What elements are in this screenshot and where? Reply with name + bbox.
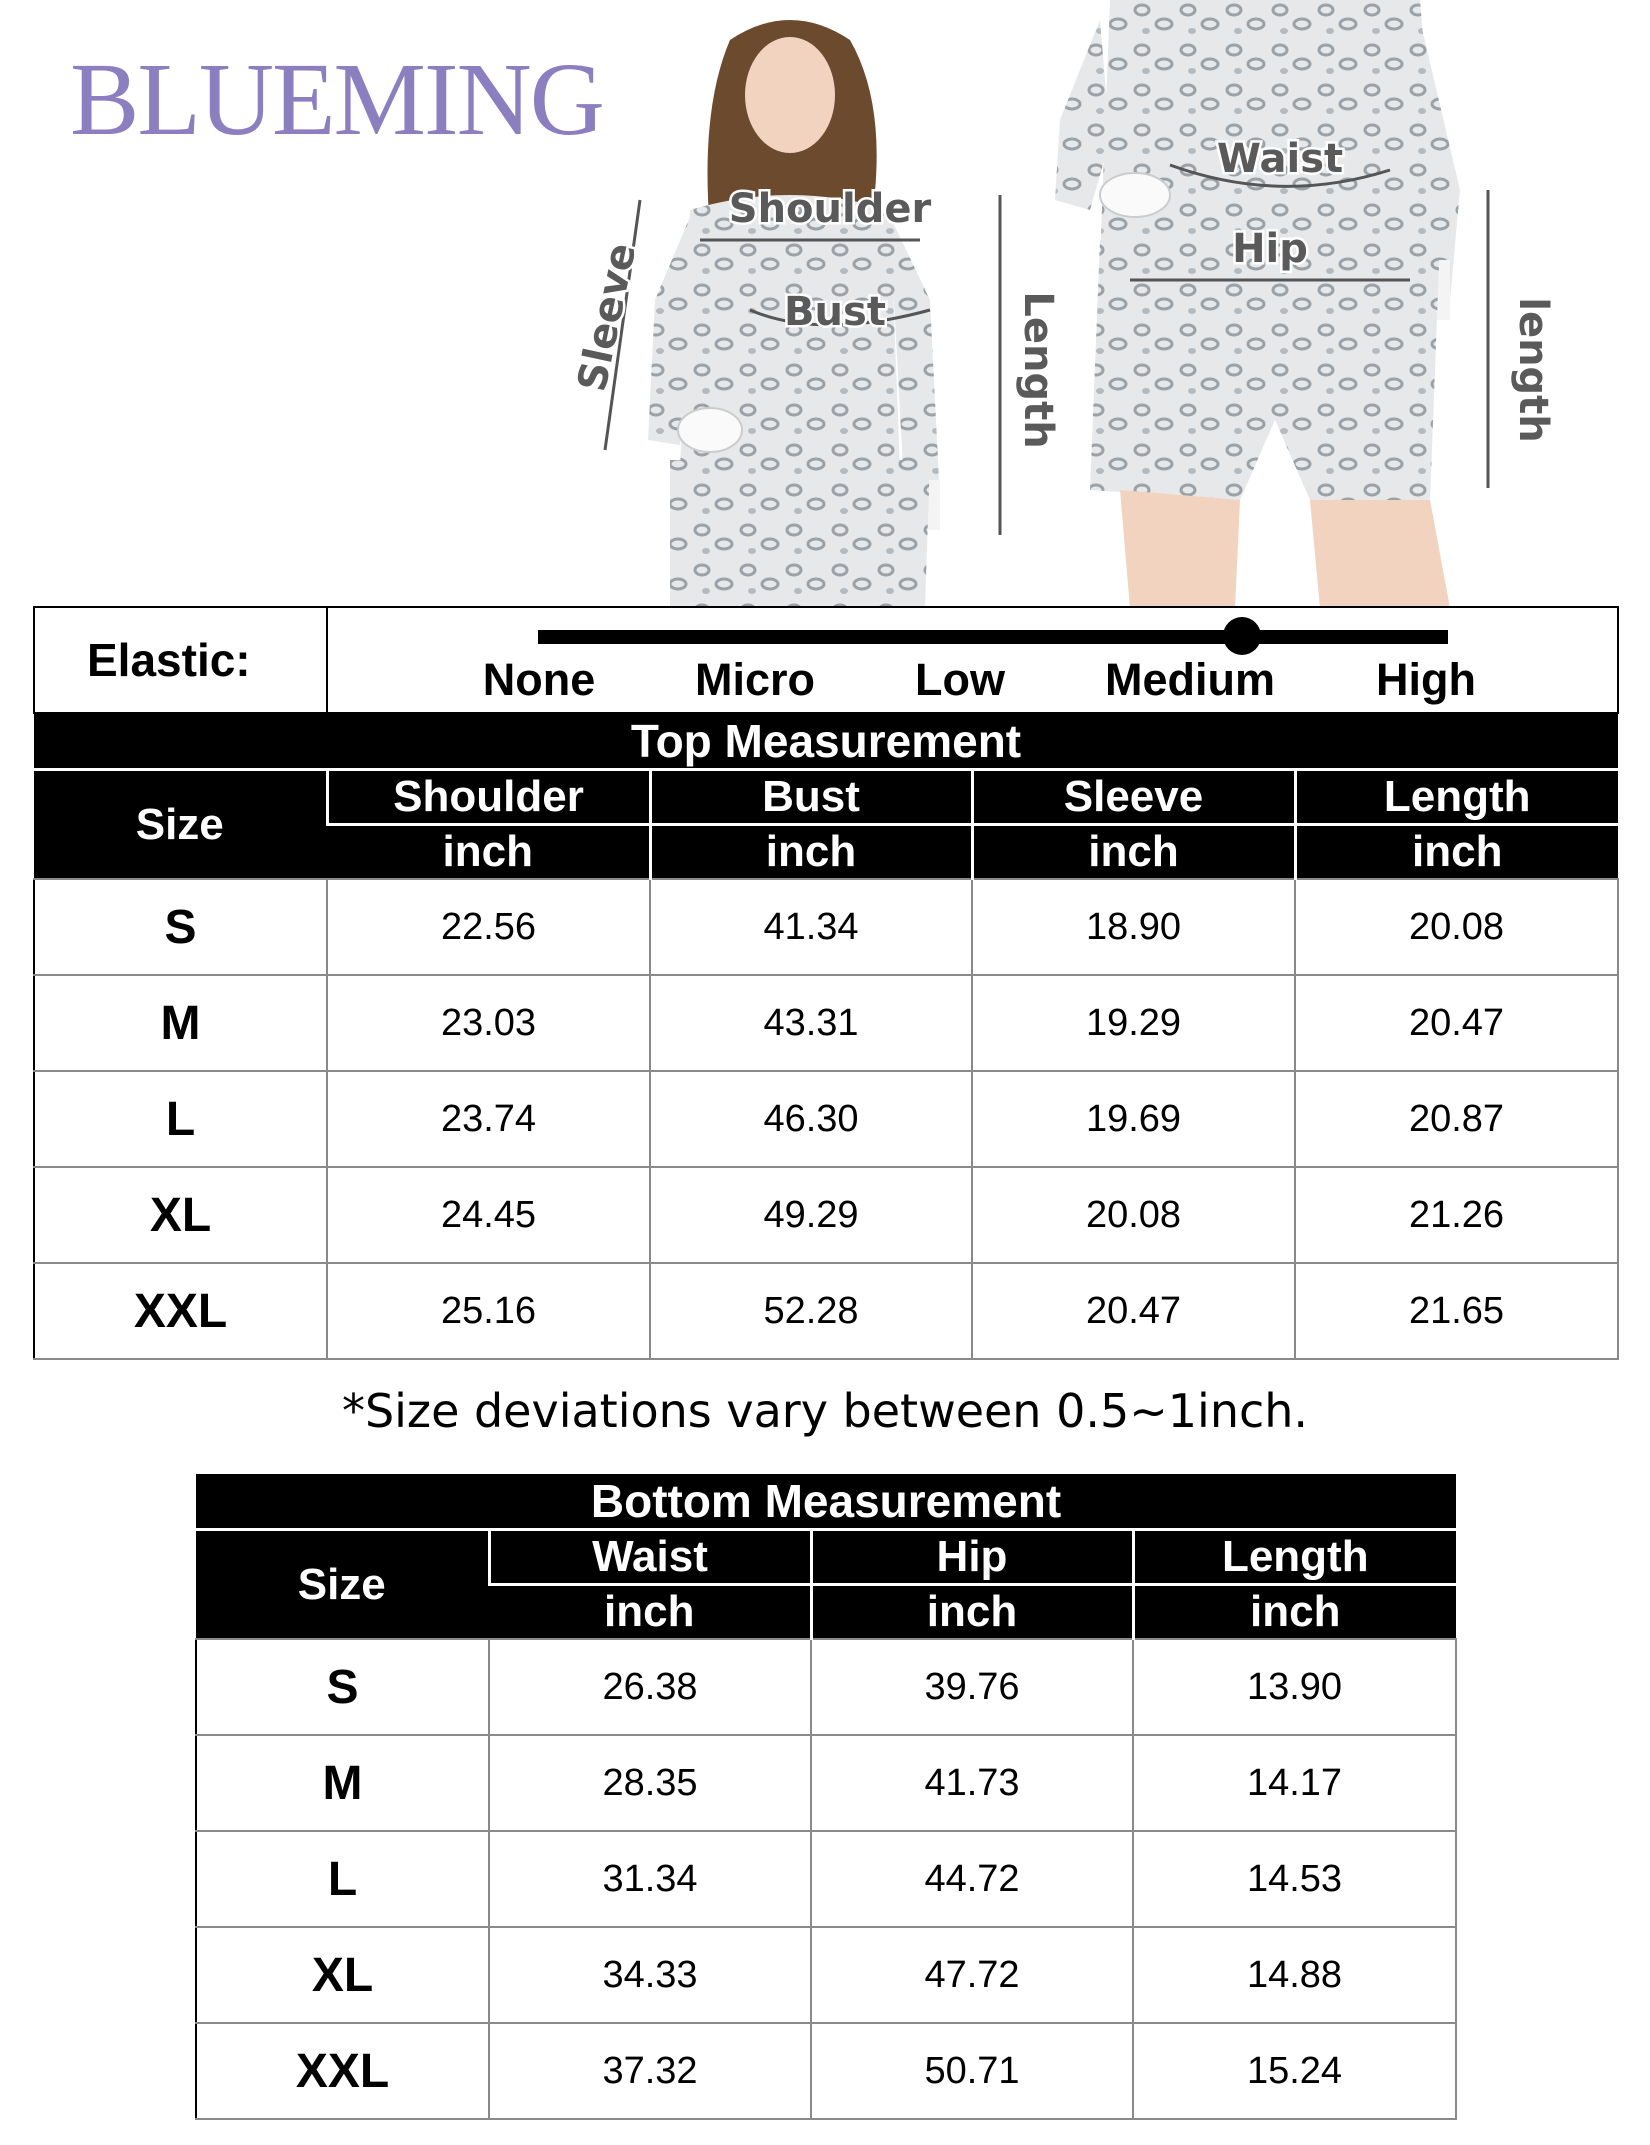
value-cell: 37.32 — [489, 2023, 811, 2119]
value-cell: 41.34 — [650, 879, 972, 975]
bottom-table-title-row — [196, 1474, 1456, 1530]
bottom-length-label-box — [1490, 250, 1556, 490]
sleeve-label: Sleeve — [569, 239, 646, 396]
value-cell: 23.03 — [327, 975, 650, 1071]
table-row — [196, 1831, 1456, 1927]
value-cell: 50.71 — [811, 2023, 1133, 2119]
value-cell: 34.33 — [489, 1927, 811, 2023]
value-cell: 18.90 — [972, 879, 1295, 975]
elastic-level-micro: Micro — [694, 654, 816, 705]
size-cell: L — [196, 1831, 489, 1927]
size-cell: M — [196, 1735, 489, 1831]
size-cell: L — [34, 1071, 327, 1167]
top-table-title-row — [34, 713, 1618, 770]
bottom-unit: inch — [1133, 1585, 1456, 1640]
bottom-unit: inch — [811, 1585, 1133, 1640]
value-cell: 43.31 — [650, 975, 972, 1071]
table-row — [34, 1071, 1618, 1167]
top-length-label: Length — [1015, 291, 1061, 449]
table-row — [34, 1263, 1618, 1359]
bottom-table-title: Bottom Measurement — [196, 1474, 1456, 1530]
value-cell: 21.26 — [1295, 1167, 1618, 1263]
value-cell: 21.65 — [1295, 1263, 1618, 1359]
bottom-col-length: Length — [1133, 1530, 1456, 1585]
value-cell: 14.53 — [1133, 1831, 1456, 1927]
elastic-level-none: None — [482, 654, 596, 705]
top-size-header: Size — [34, 770, 327, 880]
size-cell: XL — [196, 1927, 489, 2023]
top-unit: inch — [1295, 825, 1618, 880]
waist-label: Waist — [1216, 136, 1344, 182]
value-cell: 20.47 — [1295, 975, 1618, 1071]
top-col-shoulder: Shoulder — [327, 770, 650, 825]
bottom-length-label: length — [1510, 297, 1556, 443]
top-col-bust: Bust — [650, 770, 972, 825]
table-row — [34, 975, 1618, 1071]
top-table-title: Top Measurement — [34, 713, 1618, 770]
elastic-slider-knob — [1223, 617, 1261, 655]
size-cell: XL — [34, 1167, 327, 1263]
value-cell: 14.88 — [1133, 1927, 1456, 2023]
value-cell: 44.72 — [811, 1831, 1133, 1927]
value-cell: 39.76 — [811, 1639, 1133, 1735]
value-cell: 20.47 — [972, 1263, 1295, 1359]
top-unit: inch — [650, 825, 972, 880]
size-cell: S — [34, 879, 327, 975]
value-cell: 13.90 — [1133, 1639, 1456, 1735]
bottom-col-hip: Hip — [811, 1530, 1133, 1585]
top-unit: inch — [972, 825, 1295, 880]
value-cell: 14.17 — [1133, 1735, 1456, 1831]
model-photo-top — [569, 0, 1000, 608]
shoulder-label: Shoulder — [728, 186, 932, 232]
value-cell: 31.34 — [489, 1831, 811, 1927]
bottom-col-waist: Waist — [489, 1530, 811, 1585]
value-cell: 23.74 — [327, 1071, 650, 1167]
size-deviation-note: *Size deviations vary between 0.5~1inch. — [341, 1384, 1309, 1438]
bottom-size-header: Size — [196, 1530, 489, 1640]
value-cell: 20.08 — [972, 1167, 1295, 1263]
value-cell: 25.16 — [327, 1263, 650, 1359]
top-col-length: Length — [1295, 770, 1618, 825]
table-row — [196, 1927, 1456, 2023]
value-cell: 20.08 — [1295, 879, 1618, 975]
value-cell: 46.30 — [650, 1071, 972, 1167]
elastic-row — [34, 607, 1618, 713]
table-row — [196, 2023, 1456, 2119]
elastic-scale — [327, 607, 1618, 713]
value-cell: 49.29 — [650, 1167, 972, 1263]
size-cell: S — [196, 1639, 489, 1735]
elastic-level-medium: Medium — [1104, 654, 1276, 705]
bottom-measurement-table — [195, 1474, 1457, 2120]
table-row — [196, 1735, 1456, 1831]
value-cell: 47.72 — [811, 1927, 1133, 2023]
value-cell: 19.69 — [972, 1071, 1295, 1167]
value-cell: 26.38 — [489, 1639, 811, 1735]
top-col-sleeve: Sleeve — [972, 770, 1295, 825]
value-cell: 20.87 — [1295, 1071, 1618, 1167]
value-cell: 22.56 — [327, 879, 650, 975]
value-cell: 41.73 — [811, 1735, 1133, 1831]
value-cell: 19.29 — [972, 975, 1295, 1071]
value-cell: 24.45 — [327, 1167, 650, 1263]
model-photo-bottom — [1040, 0, 1500, 608]
elastic-slider-track — [538, 630, 1448, 644]
elastic-label: Elastic: — [34, 607, 327, 713]
size-cell: XXL — [196, 2023, 489, 2119]
top-table-header-row — [34, 770, 1618, 825]
bottom-unit: inch — [489, 1585, 811, 1640]
size-cell: M — [34, 975, 327, 1071]
top-measurement-table — [33, 606, 1619, 1360]
hip-label: Hip — [1232, 226, 1308, 272]
bottom-table-header-row — [196, 1530, 1456, 1585]
table-row — [196, 1639, 1456, 1735]
elastic-level-low: Low — [915, 654, 1005, 705]
top-unit: inch — [327, 825, 650, 880]
size-cell: XXL — [34, 1263, 327, 1359]
brand-logo: BLUEMING — [70, 42, 603, 157]
elastic-level-high: High — [1376, 654, 1476, 705]
table-row — [34, 879, 1618, 975]
value-cell: 52.28 — [650, 1263, 972, 1359]
value-cell: 15.24 — [1133, 2023, 1456, 2119]
bust-label: Bust — [784, 289, 886, 335]
table-row — [34, 1167, 1618, 1263]
value-cell: 28.35 — [489, 1735, 811, 1831]
